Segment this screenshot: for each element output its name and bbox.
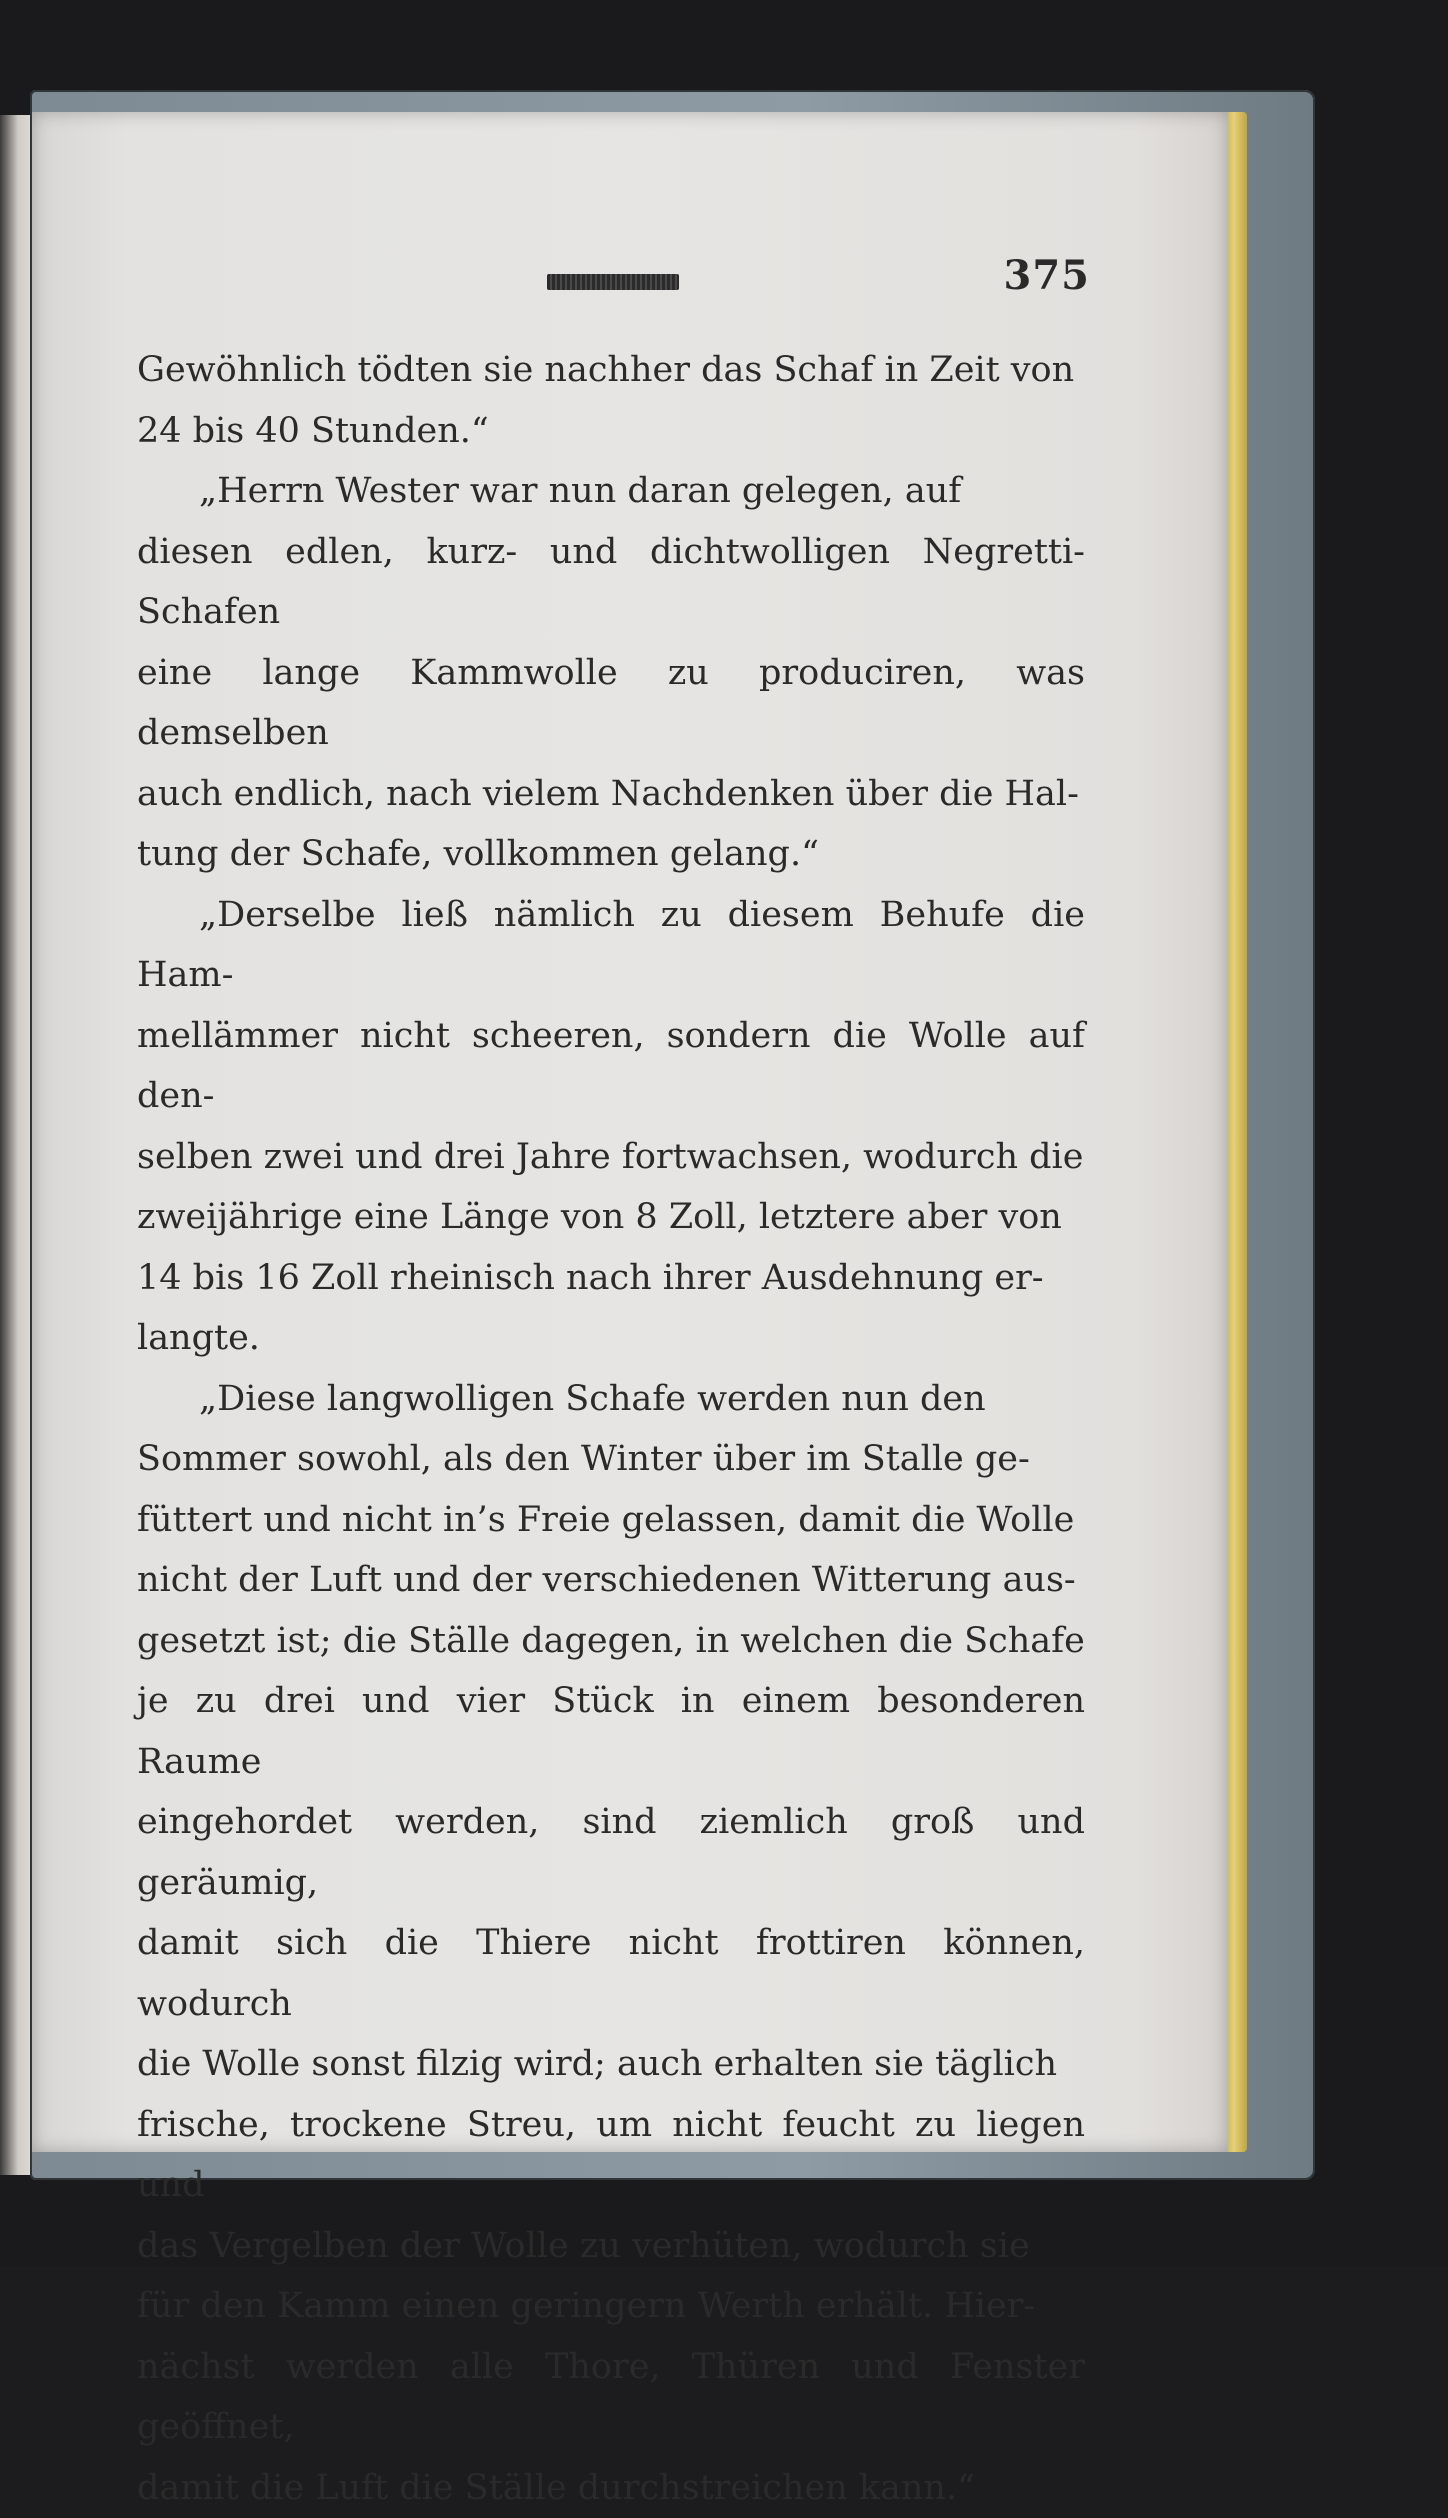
text-line: frische, trockene Streu, um nicht feucht zu liegen und [137,2105,1085,2206]
text-line: 24 bis 40 Stunden.“ [137,411,489,451]
page-number: 375 [1004,252,1091,299]
text-line: damit sich die Thiere nicht frottiren können, wodurch [137,1923,1085,2024]
previous-page-edge [0,115,30,2175]
text-line: Gewöhnlich tödten sie nachher das Schaf in Zeit von [137,350,1074,390]
text-line: gesetzt ist; die Ställe dagegen, in welchen die Schafe [137,1621,1085,1661]
text-line: eingehordet werden, sind ziemlich groß und geräumig, [137,1802,1085,1903]
text-line: füttert und nicht in’s Freie gelassen, damit die Wolle [137,1500,1074,1540]
paragraph [137,340,1085,461]
text-line: 14 bis 16 Zoll rheinisch nach ihrer Ausdehnung er- [137,1258,1044,1298]
body-text [137,340,1085,2518]
text-line: „Diese langwolligen Schafe werden nun den [199,1379,986,1419]
text-line: zweijährige eine Länge von 8 Zoll, letztere aber von [137,1197,1062,1237]
text-line: tung der Schafe, vollkommen gelang.“ [137,834,819,874]
text-line: diesen edlen, kurz- und dichtwolligen Negretti-Schafen [137,532,1085,633]
text-line: die Wolle sonst filzig wird; auch erhalten sie täglich [137,2044,1057,2084]
book-page [32,112,1228,2152]
paragraph [137,1369,1085,2518]
paragraph [137,461,1085,885]
text-line: damit die Luft die Ställe durchstreichen kann.“ [137,2468,975,2508]
text-line: „Derselbe ließ nämlich zu diesem Behufe die Ham- [137,895,1085,996]
text-line: selben zwei und drei Jahre fortwachsen, wodurch die [137,1137,1083,1177]
text-line: mellämmer nicht scheeren, sondern die Wolle auf den- [137,1016,1085,1117]
paragraph [137,885,1085,1369]
page-header [32,112,1228,312]
text-line: Sommer sowohl, als den Winter über im Stalle ge- [137,1439,1030,1479]
header-ornament-rule [547,274,679,290]
text-line: für den Kamm einen geringern Werth erhält. Hier- [137,2286,1035,2326]
text-line: auch endlich, nach vielem Nachdenken über die Hal- [137,774,1079,814]
text-line: eine lange Kammwolle zu produciren, was demselben [137,653,1085,754]
text-line: nicht der Luft und der verschiedenen Witterung aus- [137,1560,1076,1600]
text-line: „Herrn Wester war nun daran gelegen, auf [199,471,961,511]
page-edges [1225,112,1247,2152]
text-line: langte. [137,1318,260,1358]
text-line: nächst werden alle Thore, Thüren und Fenster geöffnet, [137,2347,1085,2448]
text-line: das Vergelben der Wolle zu verhüten, wodurch sie [137,2226,1030,2266]
text-line: je zu drei und vier Stück in einem besonderen Raume [137,1681,1085,1782]
